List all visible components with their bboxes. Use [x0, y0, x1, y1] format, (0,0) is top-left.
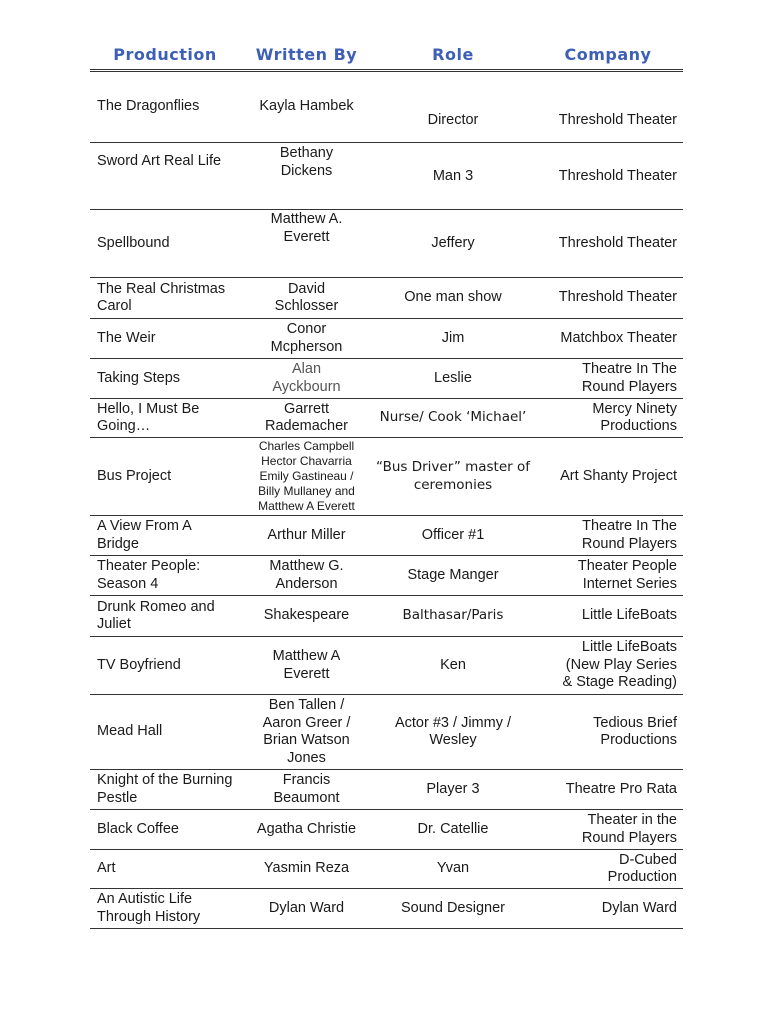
production-cell: The Real Christmas Carol	[97, 280, 226, 314]
company-cell: Art Shanty Project	[560, 467, 677, 484]
role-cell: Officer #1	[421, 526, 485, 543]
header-written-by: Written By	[255, 45, 358, 64]
company-cell: D-Cubed Production	[607, 851, 677, 885]
company-cell: Matchbox Theater	[560, 329, 677, 346]
company-cell: Theater in the Round Players	[581, 812, 677, 846]
role-cell: Dr. Catellie	[417, 820, 489, 837]
table-row	[90, 516, 683, 556]
production-cell: Mead Hall	[97, 723, 163, 740]
production-cell: Bus Project	[97, 467, 172, 484]
table-row	[90, 850, 683, 889]
company-cell: Little LifeBoats (New Play Series & Stage Reading)	[562, 639, 677, 691]
writer-cell: Matthew G. Anderson	[269, 558, 344, 592]
writer-cell: David Schlosser	[274, 280, 339, 314]
table-row	[90, 637, 683, 695]
role-cell: Director	[427, 112, 479, 128]
company-cell: Mercy Ninety Productions	[592, 400, 677, 434]
table-row	[90, 438, 683, 516]
role-cell: Sound Designer	[401, 899, 505, 916]
production-cell: The Weir	[97, 329, 156, 346]
role-cell: Man 3	[432, 168, 474, 184]
role-cell: Player 3	[426, 780, 480, 797]
production-cell: Spellbound	[97, 235, 170, 251]
writer-cell: Matthew A Everett	[272, 648, 341, 682]
role-cell: Leslie	[434, 369, 472, 386]
role-cell: Nurse/ Cook ‘Michael’	[379, 409, 527, 426]
writer-cell: Arthur Miller	[267, 526, 346, 543]
header-role: Role	[432, 45, 474, 64]
table-row	[90, 399, 683, 438]
table-row	[90, 556, 683, 596]
writer-cell: Conor Mcpherson	[270, 321, 343, 355]
writer-cell: Yasmin Reza	[263, 860, 350, 877]
role-cell: Jeffery	[431, 235, 475, 251]
production-cell: Sword Art Real Life	[97, 153, 222, 169]
writer-cell: Garrett Rademacher	[264, 400, 348, 434]
production-cell: Art	[97, 860, 116, 877]
table-row	[90, 770, 683, 810]
header-production: Production	[113, 45, 217, 64]
writer-cell: Kayla Hambek	[259, 98, 354, 114]
company-cell: Theatre In The Round Players	[581, 361, 677, 395]
writer-cell: Bethany Dickens	[279, 145, 334, 179]
role-cell: Stage Manger	[407, 566, 499, 583]
table-header	[90, 40, 683, 72]
production-cell: Hello, I Must Be Going…	[97, 400, 200, 434]
role-cell: Actor #3 / Jimmy / Wesley	[394, 714, 512, 748]
role-cell: Yvan	[436, 860, 470, 877]
production-cell: Knight of the Burning Pestle	[97, 772, 233, 806]
production-cell: Black Coffee	[97, 820, 179, 837]
role-cell: Jim	[441, 329, 465, 346]
resume-table	[90, 40, 683, 929]
production-cell: Theater People: Season 4	[97, 558, 201, 592]
writer-cell: Alan Ayckbourn	[272, 361, 341, 395]
role-cell: “Bus Driver” master of ceremonies	[375, 459, 531, 493]
table-row	[90, 319, 683, 359]
writer-cell: Francis Beaumont	[273, 772, 340, 806]
company-cell: Little LifeBoats	[581, 607, 677, 624]
production-cell: The Dragonflies	[97, 98, 200, 114]
production-cell: A View From A Bridge	[97, 518, 192, 552]
company-cell: Theatre In The Round Players	[581, 518, 677, 552]
production-cell: Drunk Romeo and Juliet	[97, 598, 215, 632]
table-row	[90, 143, 683, 210]
company-cell: Threshold Theater	[558, 168, 677, 184]
company-cell: Tedious Brief Productions	[593, 714, 677, 748]
production-cell: An Autistic Life Through History	[97, 891, 201, 925]
company-cell: Threshold Theater	[558, 235, 677, 251]
table-row	[90, 695, 683, 770]
writer-cell: Ben Tallen / Aaron Greer / Brian Watson Jones	[262, 697, 351, 766]
table-row	[90, 596, 683, 637]
company-cell: Threshold Theater	[558, 112, 677, 128]
writer-cell: Shakespeare	[263, 607, 350, 624]
company-cell: Threshold Theater	[558, 289, 677, 306]
writer-cell: Dylan Ward	[268, 899, 345, 916]
table-row	[90, 889, 683, 929]
table-row	[90, 278, 683, 319]
production-cell: TV Boyfriend	[97, 656, 181, 673]
writer-cell: Charles Campbell Hector Chavarria Emily Gastineau / Billy Mullaney and Matthew A Everett	[258, 439, 355, 513]
table-row	[90, 72, 683, 143]
writer-cell: Agatha Christie	[256, 820, 357, 837]
role-cell: Balthasar/Paris	[402, 607, 504, 624]
production-cell: Taking Steps	[97, 369, 181, 386]
writer-cell: Matthew A. Everett	[270, 211, 343, 245]
table-row	[90, 210, 683, 278]
company-cell: Theatre Pro Rata	[565, 780, 677, 797]
company-cell: Dylan Ward	[601, 899, 677, 916]
role-cell: Ken	[440, 656, 466, 673]
role-cell: One man show	[404, 289, 502, 306]
table-row	[90, 359, 683, 399]
table-row	[90, 810, 683, 850]
header-company: Company	[564, 45, 652, 64]
company-cell: Theater People Internet Series	[577, 558, 677, 592]
